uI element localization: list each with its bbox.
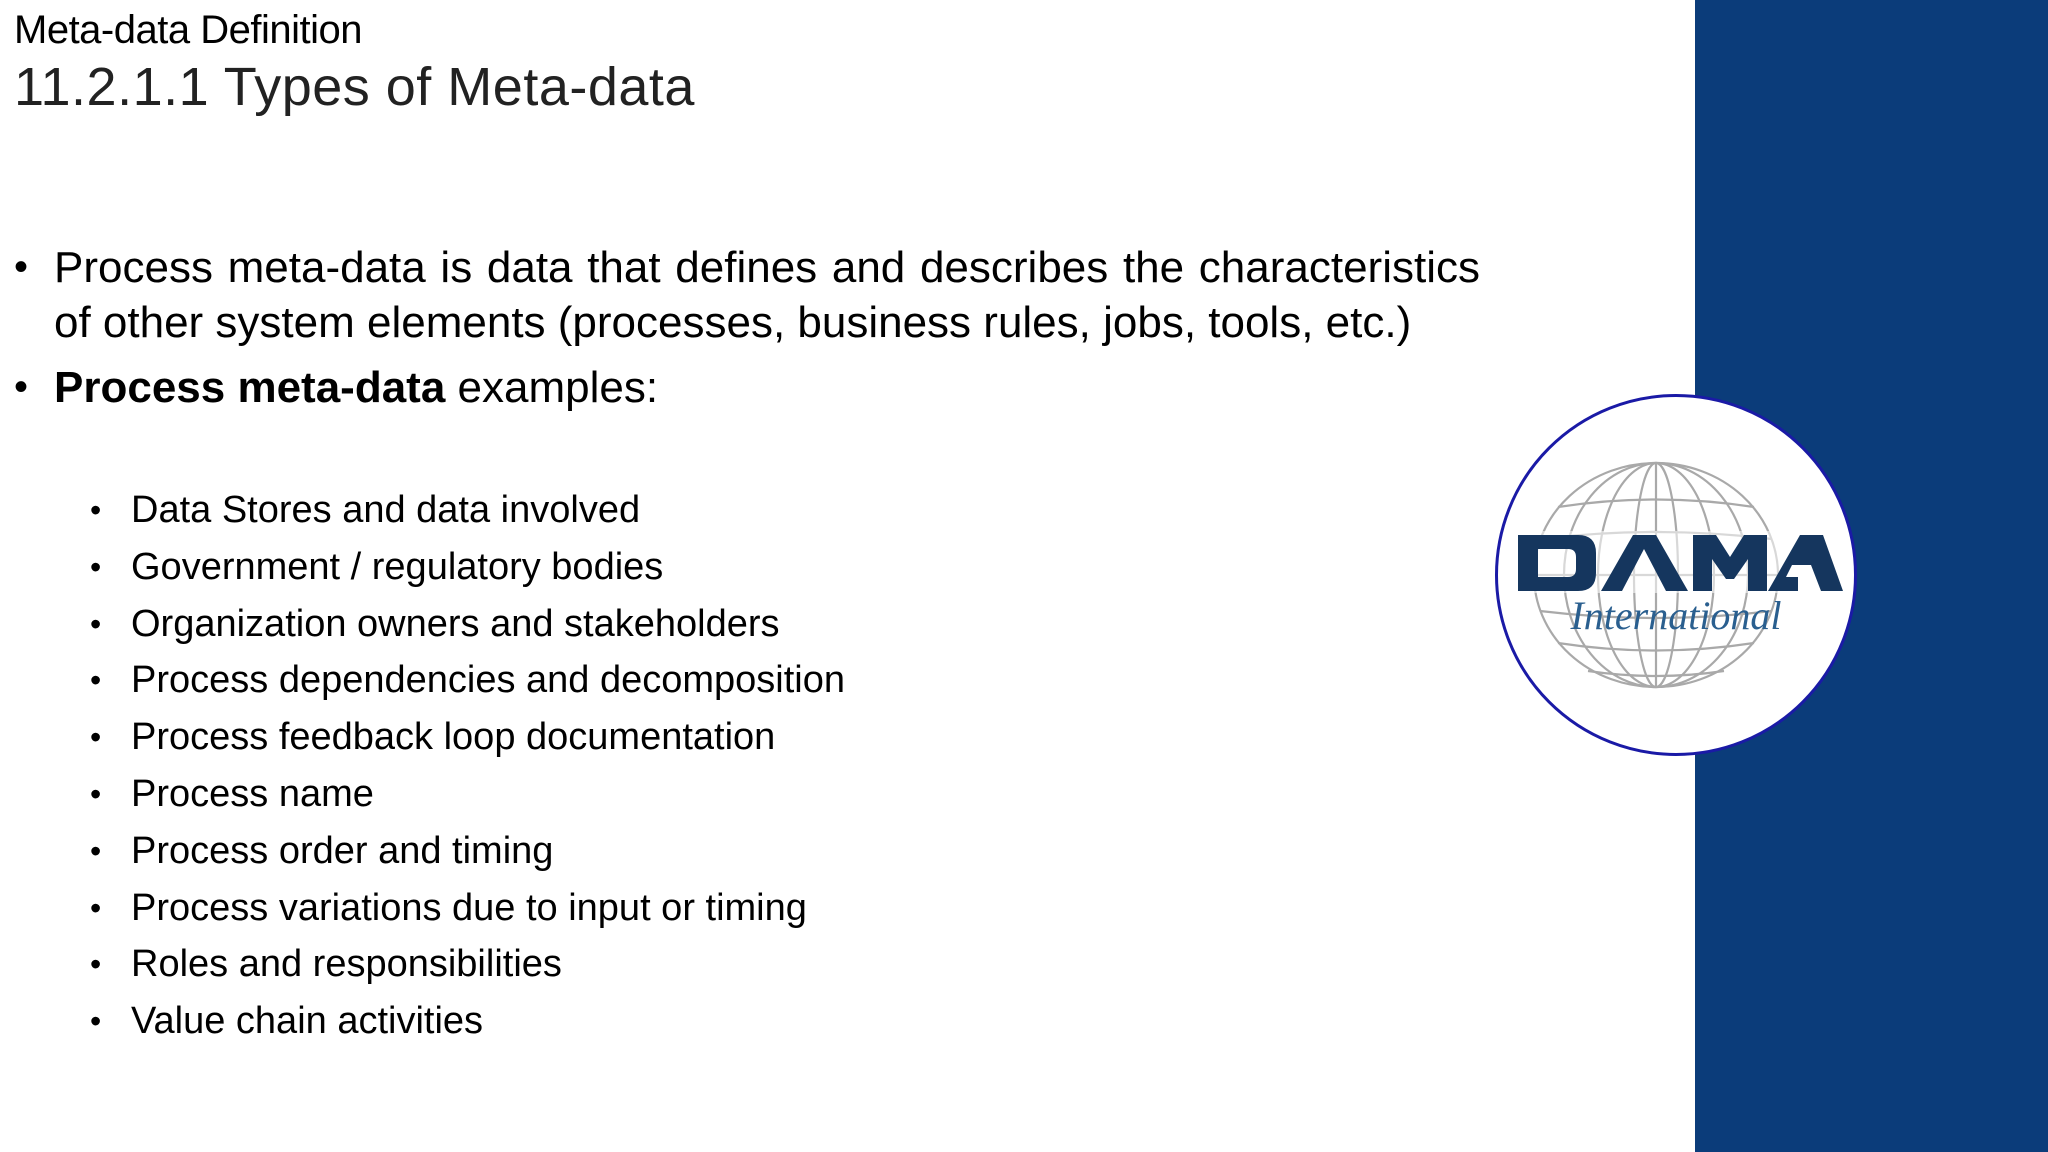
list-item-text: Process name	[131, 772, 374, 815]
list-item-text: Process variations due to input or timing	[131, 886, 807, 929]
bullet-dot: •	[90, 605, 102, 642]
list-item	[90, 652, 845, 709]
bullet-dot: •	[90, 832, 102, 869]
list-item	[90, 993, 845, 1050]
list-item	[90, 936, 845, 993]
bullet-dot: •	[90, 719, 102, 756]
examples-heading-rest: examples:	[445, 363, 659, 412]
dama-logo	[1495, 394, 1857, 756]
list-item	[90, 823, 845, 880]
bullet-dot: •	[14, 245, 29, 289]
definition-bullet	[14, 240, 1480, 350]
examples-list	[90, 482, 845, 1050]
bullet-dot: •	[90, 548, 102, 585]
list-item	[90, 539, 845, 596]
globe-icon	[1498, 397, 1854, 753]
list-item	[90, 880, 845, 937]
bullet-dot: •	[90, 889, 102, 926]
slide-content	[14, 240, 1480, 425]
list-item-text: Value chain activities	[131, 1000, 484, 1043]
bullet-dot: •	[90, 662, 102, 699]
list-item-text: Organization owners and stakeholders	[131, 602, 780, 645]
examples-heading-bullet	[14, 360, 1480, 415]
list-item-text: Data Stores and data involved	[131, 489, 641, 531]
list-item-text: Roles and responsibilities	[131, 943, 562, 986]
list-item	[90, 766, 845, 823]
bullet-dot: •	[14, 365, 29, 409]
list-item-text: Process dependencies and decomposition	[131, 659, 846, 702]
list-item-text: Process feedback loop documentation	[131, 716, 776, 759]
bullet-dot: •	[90, 492, 102, 528]
list-item-text: Process order and timing	[131, 829, 554, 872]
logo-subtitle: International	[1570, 593, 1782, 638]
list-item	[90, 596, 845, 653]
slide-title: 11.2.1.1 Types of Meta-data	[14, 57, 695, 117]
slide-overline: Meta-data Definition	[14, 8, 362, 52]
bullet-dot: •	[90, 1003, 102, 1040]
bullet-dot: •	[90, 946, 102, 983]
definition-text: Process meta-data is data that defines and describes the characteristics of other system elements (processes, business rules, jobs, tools, etc.)	[54, 243, 1480, 347]
examples-heading-bold: Process meta-data	[54, 363, 446, 412]
list-item	[90, 482, 845, 539]
bullet-dot: •	[90, 775, 102, 812]
list-item	[90, 709, 845, 766]
list-item-text: Government / regulatory bodies	[131, 545, 664, 588]
